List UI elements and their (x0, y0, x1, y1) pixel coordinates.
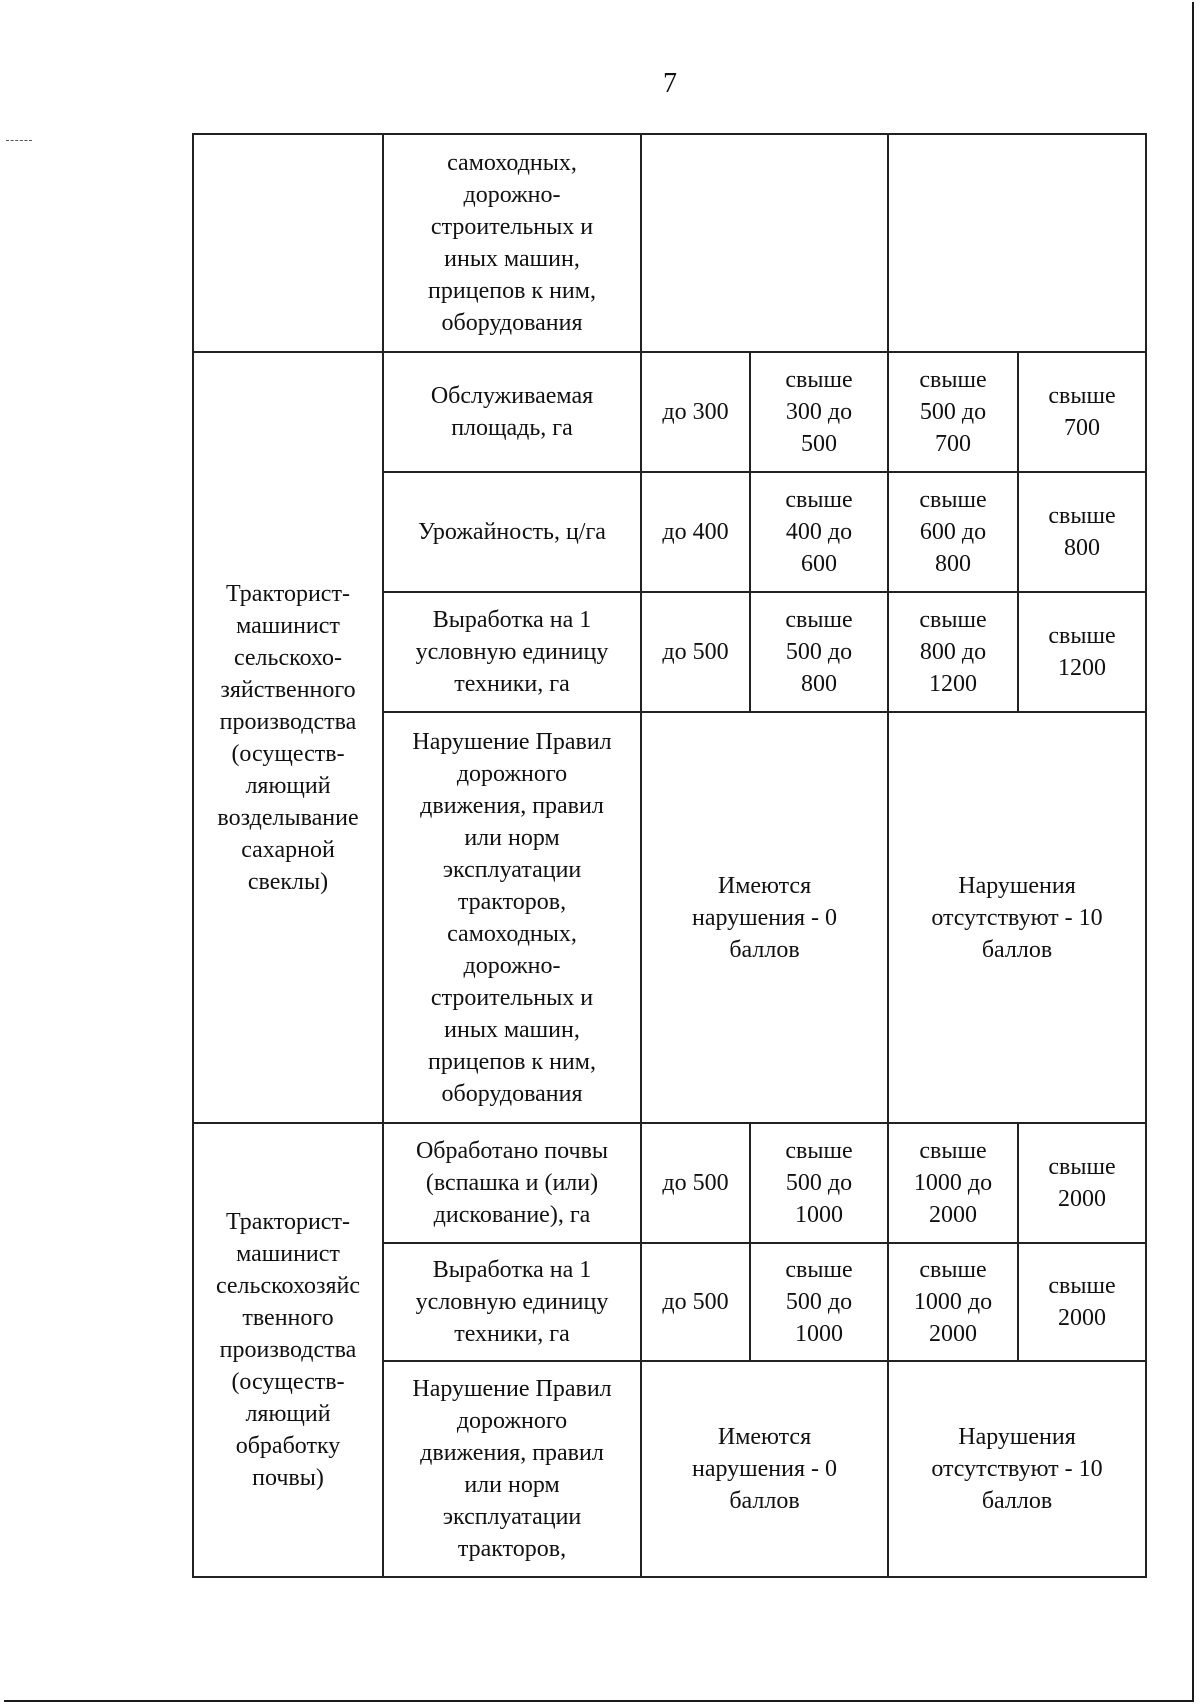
value-cell: до 500 (641, 592, 750, 712)
criterion-cell: Нарушение Правил дорожного движения, правил или норм эксплуатации тракторов, самоходных, дорожно- строительных и иных машин, прицепов к ним, оборудования (383, 712, 641, 1123)
criterion-cell: Выработка на 1 условную единицу техники, га (383, 592, 641, 712)
value-cell: свыше 1000 до 2000 (888, 1243, 1018, 1361)
value-cell: свыше 500 до 1000 (750, 1123, 888, 1243)
value-cell: свыше 1200 (1018, 592, 1146, 712)
criterion-cell: самоходных, дорожно- строительных и иных машин, прицепов к ним, оборудования (383, 134, 641, 352)
value-cell: свыше 300 до 500 (750, 352, 888, 472)
criteria-table (192, 133, 1147, 1578)
value-cell: до 300 (641, 352, 750, 472)
table-row (193, 1123, 1146, 1243)
value-cell: свыше 2000 (1018, 1123, 1146, 1243)
score-cell: Нарушения отсутствуют - 10 баллов (888, 1361, 1146, 1577)
score-cell (641, 134, 888, 352)
profession-cell: Тракторист- машинист сельскохо- зяйственного производства (осуществ- ляющий возделывание сахарной свеклы) (193, 352, 383, 1123)
table-row (193, 134, 1146, 352)
score-cell: Имеются нарушения - 0 баллов (641, 712, 888, 1123)
value-cell: свыше 500 до 1000 (750, 1243, 888, 1361)
criterion-cell: Урожайность, ц/га (383, 472, 641, 592)
value-cell: свыше 800 (1018, 472, 1146, 592)
scan-mark (6, 140, 32, 141)
criterion-cell: Нарушение Правил дорожного движения, правил или норм эксплуатации тракторов, (383, 1361, 641, 1577)
value-cell: свыше 400 до 600 (750, 472, 888, 592)
profession-cell: Тракторист- машинист сельскохозяйс твенного производства (осуществ- ляющий обработку почвы) (193, 1123, 383, 1577)
value-cell: до 500 (641, 1243, 750, 1361)
value-cell: свыше 2000 (1018, 1243, 1146, 1361)
criterion-cell: Обработано почвы (вспашка и (или) дискование), га (383, 1123, 641, 1243)
value-cell: до 500 (641, 1123, 750, 1243)
value-cell: свыше 800 до 1200 (888, 592, 1018, 712)
score-cell (888, 134, 1146, 352)
score-cell: Нарушения отсутствуют - 10 баллов (888, 712, 1146, 1123)
value-cell: свыше 500 до 800 (750, 592, 888, 712)
score-cell: Имеются нарушения - 0 баллов (641, 1361, 888, 1577)
page-number: 7 (663, 68, 677, 99)
criterion-cell: Обслуживаемая площадь, га (383, 352, 641, 472)
profession-cell (193, 134, 383, 352)
criterion-cell: Выработка на 1 условную единицу техники, га (383, 1243, 641, 1361)
value-cell: свыше 1000 до 2000 (888, 1123, 1018, 1243)
value-cell: свыше 500 до 700 (888, 352, 1018, 472)
value-cell: до 400 (641, 472, 750, 592)
table-row (193, 352, 1146, 472)
value-cell: свыше 600 до 800 (888, 472, 1018, 592)
value-cell: свыше 700 (1018, 352, 1146, 472)
